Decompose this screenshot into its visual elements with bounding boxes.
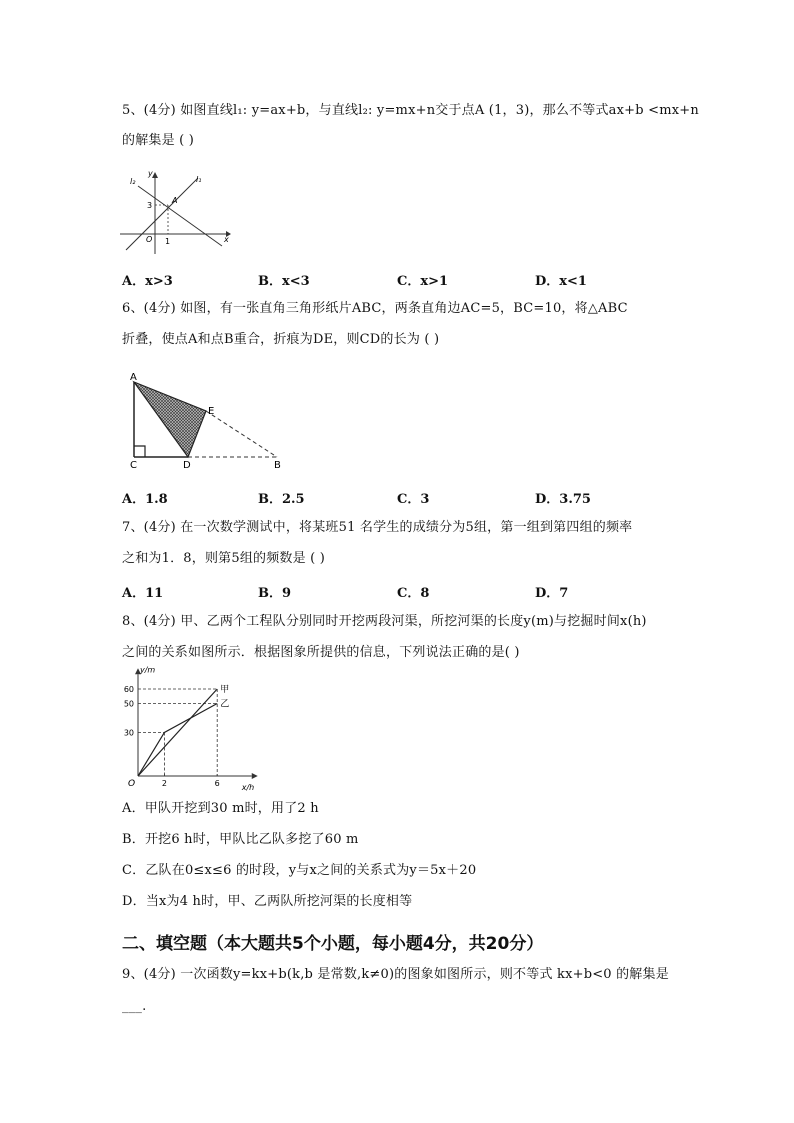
q5-label-a: A <box>172 196 178 205</box>
q6-option-c[interactable]: C．3 <box>397 492 430 507</box>
q6-dash-eb <box>206 411 277 457</box>
x-tick-label: 6 <box>214 779 220 788</box>
q6-figure <box>120 368 290 472</box>
q6-right-angle-mark <box>134 446 145 457</box>
series-label-yi: 乙 <box>220 699 230 710</box>
q6-option-d[interactable]: D．3.75 <box>535 492 591 507</box>
q6-label-b: B <box>274 460 281 471</box>
section-title: 二、填空题（本大题共5个小题，每小题4分，共20分） <box>122 934 544 954</box>
q9-stem-line1: 9、(4分) 一次函数y=kx+b(k,b 是常数,k≠0)的图象如图所示，则不等式 kx+b<0 的解集是 <box>122 967 669 982</box>
q7-option-d[interactable]: D．7 <box>535 586 569 601</box>
y-tick-label: 60 <box>123 685 134 694</box>
q5-label-origin: O <box>146 235 153 244</box>
q6-label-d: D <box>183 460 191 471</box>
x-axis-label: x/h <box>241 783 255 792</box>
q5-option-c[interactable]: C．x>1 <box>397 274 449 289</box>
q6-option-a[interactable]: A．1.8 <box>122 492 168 507</box>
q7-option-c[interactable]: C．8 <box>397 586 430 601</box>
q5-label-y: y <box>148 169 153 178</box>
q8-stem-line2: 之间的关系如图所示．根据图象所提供的信息，下列说法正确的是( ) <box>122 645 520 660</box>
q5-option-a[interactable]: A．x>3 <box>122 274 173 289</box>
y-tick-label: 30 <box>123 728 134 738</box>
series-line-yi <box>138 704 217 777</box>
y-tick-label: 50 <box>123 699 134 709</box>
q9-answer-blank[interactable]: ___. <box>122 999 147 1014</box>
q6-option-b[interactable]: B．2.5 <box>258 492 305 507</box>
q5-line-l1 <box>126 178 198 250</box>
x-axis-arrow <box>252 773 258 779</box>
q6-stem-line2: 折叠，使点A和点B重合，折痕为DE，则CD的长为 ( ) <box>122 332 440 347</box>
q5-stem-line1: 5、(4分) 如图直线l₁: y=ax+b，与直线l₂: y=mx+n交于点A (1，3)，那么不等式ax+b <mx+n <box>122 103 699 118</box>
q7-option-a[interactable]: A．11 <box>122 586 164 601</box>
q5-y-arrow <box>152 172 158 178</box>
q5-label-x: x <box>224 235 229 244</box>
y-axis-label: y/m <box>140 665 156 675</box>
q6-label-a: A <box>130 372 137 383</box>
q5-option-d[interactable]: D．x<1 <box>535 274 587 289</box>
q5-stem-line2: 的解集是 ( ) <box>122 133 195 148</box>
q6-label-c: C <box>130 460 137 471</box>
q8-option-b[interactable]: B．开挖6 h时，甲队比乙队多挖了60 m <box>122 832 359 847</box>
q7-stem-line2: 之和为1．8，则第5组的频数是 ( ) <box>122 551 326 566</box>
q6-stem-line1: 6、(4分) 如图，有一张直角三角形纸片ABC，两条直角边AC=5，BC=10，将△ABC <box>122 301 628 316</box>
q8-option-d[interactable]: D．当x为4 h时，甲、乙两队所挖河渠的长度相等 <box>122 894 413 909</box>
q5-label-3: 3 <box>147 201 153 210</box>
q8-chart <box>118 665 268 794</box>
series-label-jia: 甲 <box>220 685 230 695</box>
q7-stem-line1: 7、(4分) 在一次数学测试中，将某班51 名学生的成绩分为5组，第一组到第四组的频率 <box>122 520 633 535</box>
q5-label-l2: l₂ <box>130 177 136 186</box>
q5-label-l1: l₁ <box>196 175 202 184</box>
q7-option-b[interactable]: B．9 <box>258 586 292 601</box>
q6-label-e: E <box>208 406 215 417</box>
q5-option-b[interactable]: B．x<3 <box>258 274 310 289</box>
origin-label: O <box>128 779 136 789</box>
q8-option-c[interactable]: C．乙队在0≤x≤6 的时段，y与x之间的关系式为y＝5x＋20 <box>122 863 477 878</box>
q8-stem-line1: 8、(4分) 甲、乙两个工程队分别同时开挖两段河渠，所挖河渠的长度y(m)与挖掘时间x(h) <box>122 614 647 629</box>
q8-option-a[interactable]: A．甲队开挖到30 m时，用了2 h <box>122 801 319 816</box>
x-tick-label: 2 <box>161 779 167 788</box>
q5-figure <box>118 168 238 258</box>
q5-label-1: 1 <box>165 237 171 246</box>
